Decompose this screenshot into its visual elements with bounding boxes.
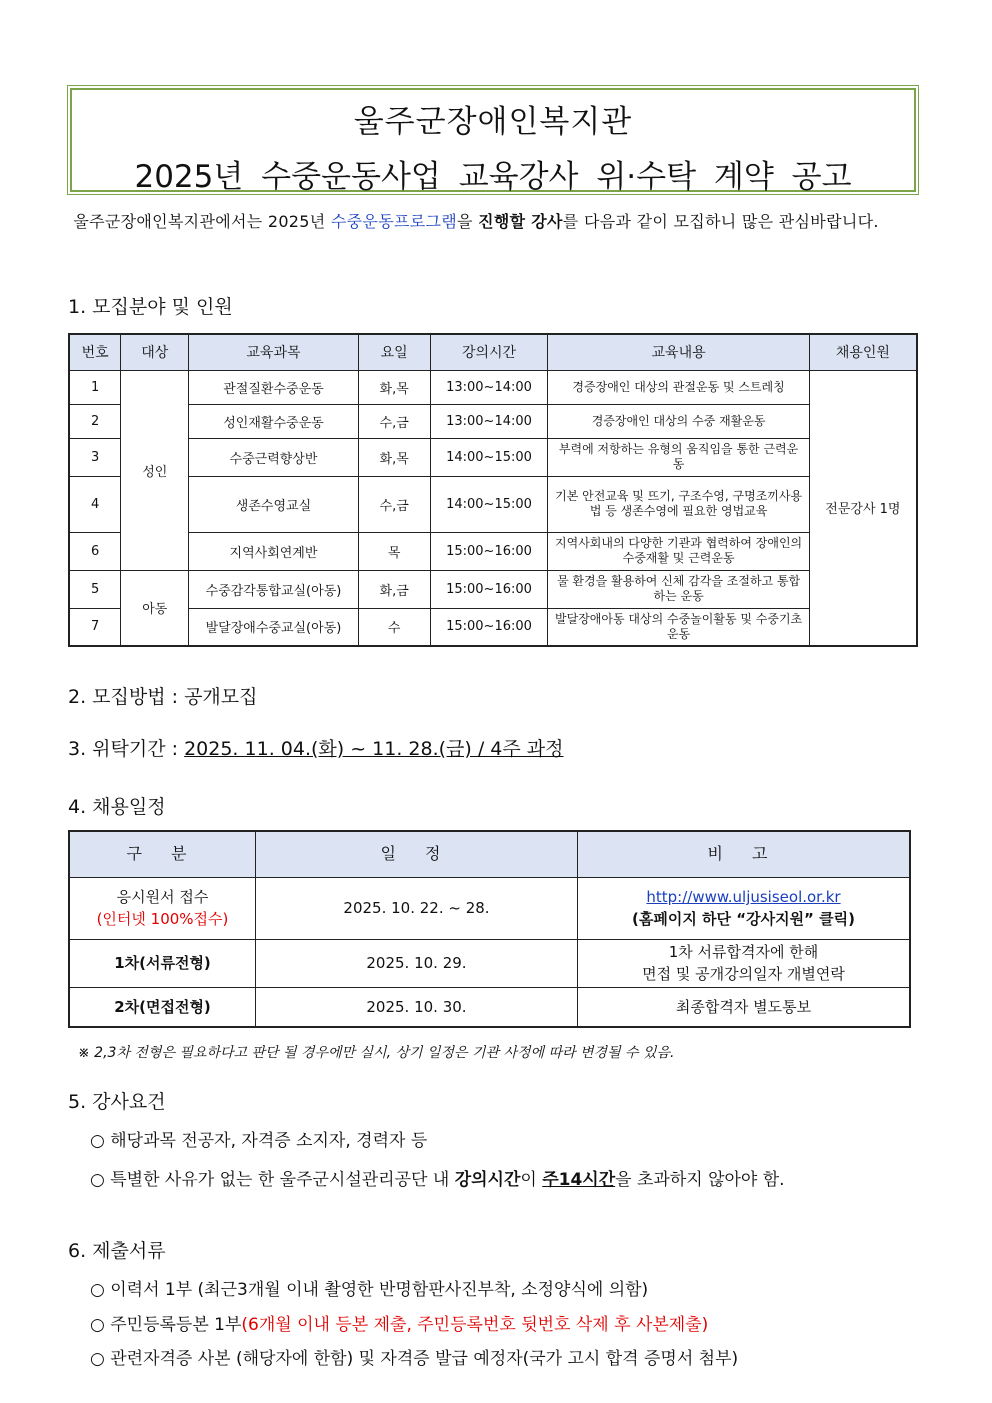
header-content: 교육내용 (548, 334, 809, 370)
section5-item2 (90, 1165, 785, 1190)
row-no: 2 (69, 404, 121, 438)
row-content: 지역사회내의 다양한 기관과 협력하여 장애인의 수중재활 및 근력운동 (548, 532, 809, 570)
recruitment-table (68, 333, 918, 647)
section2 (68, 682, 258, 709)
row1-label-red: (인터넷 100%접수) (96, 910, 229, 928)
item2-bold-hours: 강의시간 (454, 1170, 521, 1190)
schedule-row3-label: 2차(면접전형) (69, 987, 255, 1027)
title-notice: 2025년 수중운동사업 교육강사 위·수탁 계약 공고 (134, 159, 852, 195)
header-days: 요일 (358, 334, 430, 370)
row-subject: 관절질환수중운동 (189, 370, 359, 404)
item2-resident-register: ○ 주민등록등본 1부 (90, 1315, 242, 1335)
table-row (69, 570, 917, 608)
section6-heading: 6. 제출서류 (68, 1240, 166, 1262)
homepage-link[interactable]: http://www.uljusiseol.or.kr (646, 888, 841, 906)
section5-heading: 5. 강사요건 (68, 1091, 166, 1113)
section3-heading: 3. 위탁기간 : (68, 738, 185, 760)
row-subject: 생존수영교실 (189, 476, 359, 532)
row1-label-text: 응시원서 접수 (116, 888, 209, 906)
table-row (69, 438, 917, 476)
item2-text-e: 을 초과하지 않아야 함. (615, 1170, 785, 1190)
row-days: 수,금 (358, 404, 430, 438)
schedule-row2-date: 2025. 10. 29. (255, 939, 577, 987)
schedule-row (69, 877, 910, 939)
item2-weekly-limit: 주14시간 (542, 1170, 616, 1190)
header-hire: 채용인원 (809, 334, 917, 370)
row-subject: 발달장애수중교실(아동) (189, 608, 359, 646)
intro-text-3: 를 다음과 같이 모집하니 많은 관심바랍니다. (562, 212, 879, 231)
row-content: 경증장애인 대상의 관절운동 및 스트레칭 (548, 370, 809, 404)
section2-value: 공개모집 (184, 686, 258, 708)
row-subject: 지역사회연계반 (189, 532, 359, 570)
schedule-row (69, 939, 910, 987)
row-subject: 성인재활수중운동 (189, 404, 359, 438)
table-row (69, 608, 917, 646)
title-organization: 울주군장애인복지관 (353, 104, 633, 140)
intro-bold: 진행할 강사 (478, 212, 563, 231)
row-days: 화,목 (358, 370, 430, 404)
intro-text: 울주군장애인복지관에서는 2025년 (73, 212, 331, 231)
row-content: 기본 안전교육 및 뜨기, 구조수영, 구명조끼사용법 등 생존수영에 필요한 영법교육 (548, 476, 809, 532)
row-time: 14:00~15:00 (430, 476, 548, 532)
section6-item3: ○ 관련자격증 사본 (해당자에 한함) 및 자격증 발급 예정자(국가 고시 합격 증명서 첨부) (90, 1349, 739, 1369)
row-no: 5 (69, 570, 121, 608)
schedule-row1-label (69, 877, 255, 939)
schedule-row1-note (577, 877, 910, 939)
row-time: 13:00~14:00 (430, 404, 548, 438)
row-time: 15:00~16:00 (430, 570, 548, 608)
row-content: 부력에 저항하는 유형의 움직임을 통한 근력운동 (548, 438, 809, 476)
row-no: 4 (69, 476, 121, 532)
row-no: 1 (69, 370, 121, 404)
section4-heading: 4. 채용일정 (68, 796, 166, 818)
row-time: 15:00~16:00 (430, 608, 548, 646)
row-no: 3 (69, 438, 121, 476)
group-adult: 성인 (121, 370, 189, 570)
row-no: 7 (69, 608, 121, 646)
table-row (69, 476, 917, 532)
row-subject: 수중근력향상반 (189, 438, 359, 476)
schedule-header-date: 일 정 (255, 831, 577, 877)
schedule-row3-note: 최종합격자 별도통보 (577, 987, 910, 1027)
schedule-header-row (69, 831, 910, 877)
section6-item1: ○ 이력서 1부 (최근3개월 이내 촬영한 반명함판사진부착, 소정양식에 의함) (90, 1280, 649, 1300)
row-days: 목 (358, 532, 430, 570)
schedule-row2-note (577, 939, 910, 987)
header-time: 강의시간 (430, 334, 548, 370)
row-time: 13:00~14:00 (430, 370, 548, 404)
schedule-row3-date: 2025. 10. 30. (255, 987, 577, 1027)
group-child: 아동 (121, 570, 189, 646)
schedule-row2-label: 1차(서류전형) (69, 939, 255, 987)
schedule-header-category: 구 분 (69, 831, 255, 877)
row-days: 화,금 (358, 570, 430, 608)
row-content: 물 환경을 활용하여 신체 감각을 조절하고 통합하는 운동 (548, 570, 809, 608)
schedule-footnote: ※ 2,3차 전형은 필요하다고 판단 될 경우에만 실시, 상기 일정은 기관 사정에 따라 변경될 수 있음. (78, 1045, 675, 1061)
schedule-row1-date: 2025. 10. 22. ~ 28. (255, 877, 577, 939)
header-no: 번호 (69, 334, 121, 370)
schedule-row (69, 987, 910, 1027)
section5-item1: ○ 해당과목 전공자, 자격증 소지자, 경력자 등 (90, 1131, 428, 1151)
row-content: 발달장애아동 대상의 수중놀이활동 및 수중기초운동 (548, 608, 809, 646)
row2-note-line2: 면접 및 공개강의일자 개별연락 (642, 965, 845, 983)
section1-heading: 1. 모집분야 및 인원 (68, 296, 233, 318)
table-row (69, 532, 917, 570)
row-time: 15:00~16:00 (430, 532, 548, 570)
section2-heading: 2. 모집방법 : (68, 686, 185, 708)
row1-note-text: (홈페이지 하단 “강사지원” 클릭) (632, 910, 855, 928)
table-row (69, 404, 917, 438)
intro-program: 수중운동프로그램 (330, 212, 457, 231)
intro-paragraph (68, 209, 918, 235)
row-days: 화,목 (358, 438, 430, 476)
row-days: 수 (358, 608, 430, 646)
row-time: 14:00~15:00 (430, 438, 548, 476)
header-target: 대상 (121, 334, 189, 370)
table-header-row (69, 334, 917, 370)
section3 (68, 734, 563, 761)
row2-note-line1: 1차 서류합격자에 한해 (668, 943, 819, 961)
item2-text-c: 이 (520, 1170, 543, 1190)
row-days: 수,금 (358, 476, 430, 532)
intro-text-2: 을 (456, 212, 479, 231)
item2-text-a: ○ 특별한 사유가 없는 한 울주군시설관리공단 내 (90, 1170, 455, 1190)
section3-value: 2025. 11. 04.(화) ~ 11. 28.(금) / 4주 과정 (184, 738, 564, 760)
title-box (70, 88, 916, 195)
row-no: 6 (69, 532, 121, 570)
hire-count: 전문강사 1명 (809, 370, 917, 646)
header-subject: 교육과목 (189, 334, 359, 370)
schedule-table (68, 830, 911, 1028)
row-content: 경증장애인 대상의 수중 재활운동 (548, 404, 809, 438)
schedule-header-note: 비 고 (577, 831, 910, 877)
table-row (69, 370, 917, 404)
row-subject: 수중감각통합교실(아동) (189, 570, 359, 608)
section6-item2 (90, 1310, 708, 1335)
item2-resident-register-note: (6개월 이내 등본 제출, 주민등록번호 뒷번호 삭제 후 사본제출) (241, 1315, 709, 1335)
